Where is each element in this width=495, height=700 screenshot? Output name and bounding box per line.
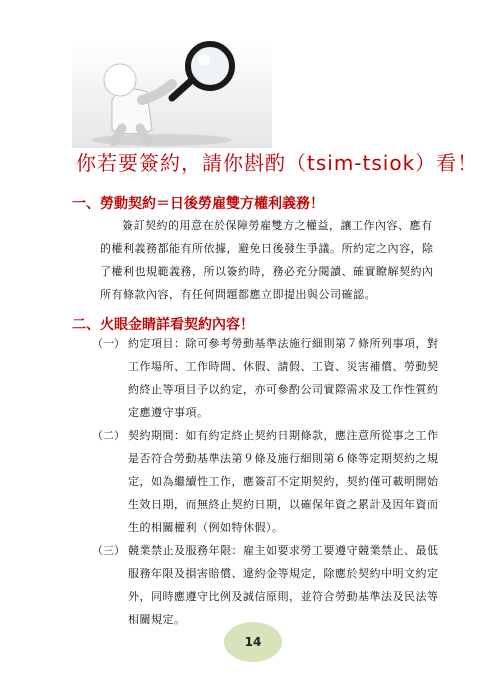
item-3-number: （三） xyxy=(92,544,125,557)
section1-line-2: 的權利義務都能有所依據，避免日後發生爭議。所約定之內容，除 xyxy=(100,242,434,255)
item-3-line-4: 相關規定。 xyxy=(128,613,186,626)
section1-line-4: 所有條款內容，有任何問題都應立即提出與公司確認。 xyxy=(100,288,376,301)
item-2-line-4: 生效日期，而無終止契約日期，以確保年資之累計及因年資而 xyxy=(128,498,439,511)
item-3-line-1: 競業禁止及服務年限：雇主如要求勞工要遵守競業禁止、最低 xyxy=(128,544,439,557)
section-heading-1: 一、勞動契約＝日後勞雇雙方權利義務！ xyxy=(72,196,324,212)
item-2-line-2: 是否符合勞動基準法第９條及施行細則第６條等定期契約之規 xyxy=(128,452,439,465)
item-1-number: （一） xyxy=(92,337,125,350)
item-3-line-2: 服務年限及損害賠償、違約金等規定，除應於契約中明文約定 xyxy=(128,567,439,580)
page-title: 你若要簽約，請你斟酌（tsim-tsiok）看！ xyxy=(76,151,479,175)
item-1-line-1: 約定項目：除可參考勞動基準法施行細則第７條所列事項，對 xyxy=(128,337,439,350)
item-1-line-2: 工作場所、工作時間、休假、請假、工資、災害補償、勞動契 xyxy=(128,360,439,373)
section1-line-1: 簽訂契約的用意在於保障勞雇雙方之權益，讓工作內容、應有 xyxy=(122,219,433,232)
page-number: 14 xyxy=(244,635,262,649)
item-1-line-4: 定應遵守事項。 xyxy=(128,406,209,419)
item-3-line-3: 外，同時應遵守比例及誠信原則，並符合勞動基準法及民法等 xyxy=(128,590,439,603)
section1-line-3: 了權利也規範義務，所以簽約時，務必充分閱讀、確實瞭解契約內 xyxy=(100,265,434,278)
item-2-number: （二） xyxy=(92,429,125,442)
item-1-line-3: 約終止等項目予以約定，亦可參酌公司實際需求及工作性質約 xyxy=(128,383,439,396)
magnifier-figure-icon xyxy=(72,40,272,148)
item-2-line-1: 契約期間：如有約定終止契約日期條款，應注意所從事之工作 xyxy=(128,429,439,442)
page-number-badge xyxy=(224,622,282,662)
magnifier-figure-illustration xyxy=(72,40,272,148)
item-2-line-5: 生的相關權利（例如特休假）。 xyxy=(128,521,284,534)
section-heading-2: 二、火眼金睛詳看契約內容！ xyxy=(72,317,254,333)
item-2-line-3: 定，如為繼續性工作，應簽訂不定期契約，契約僅可載明開始 xyxy=(128,475,439,488)
